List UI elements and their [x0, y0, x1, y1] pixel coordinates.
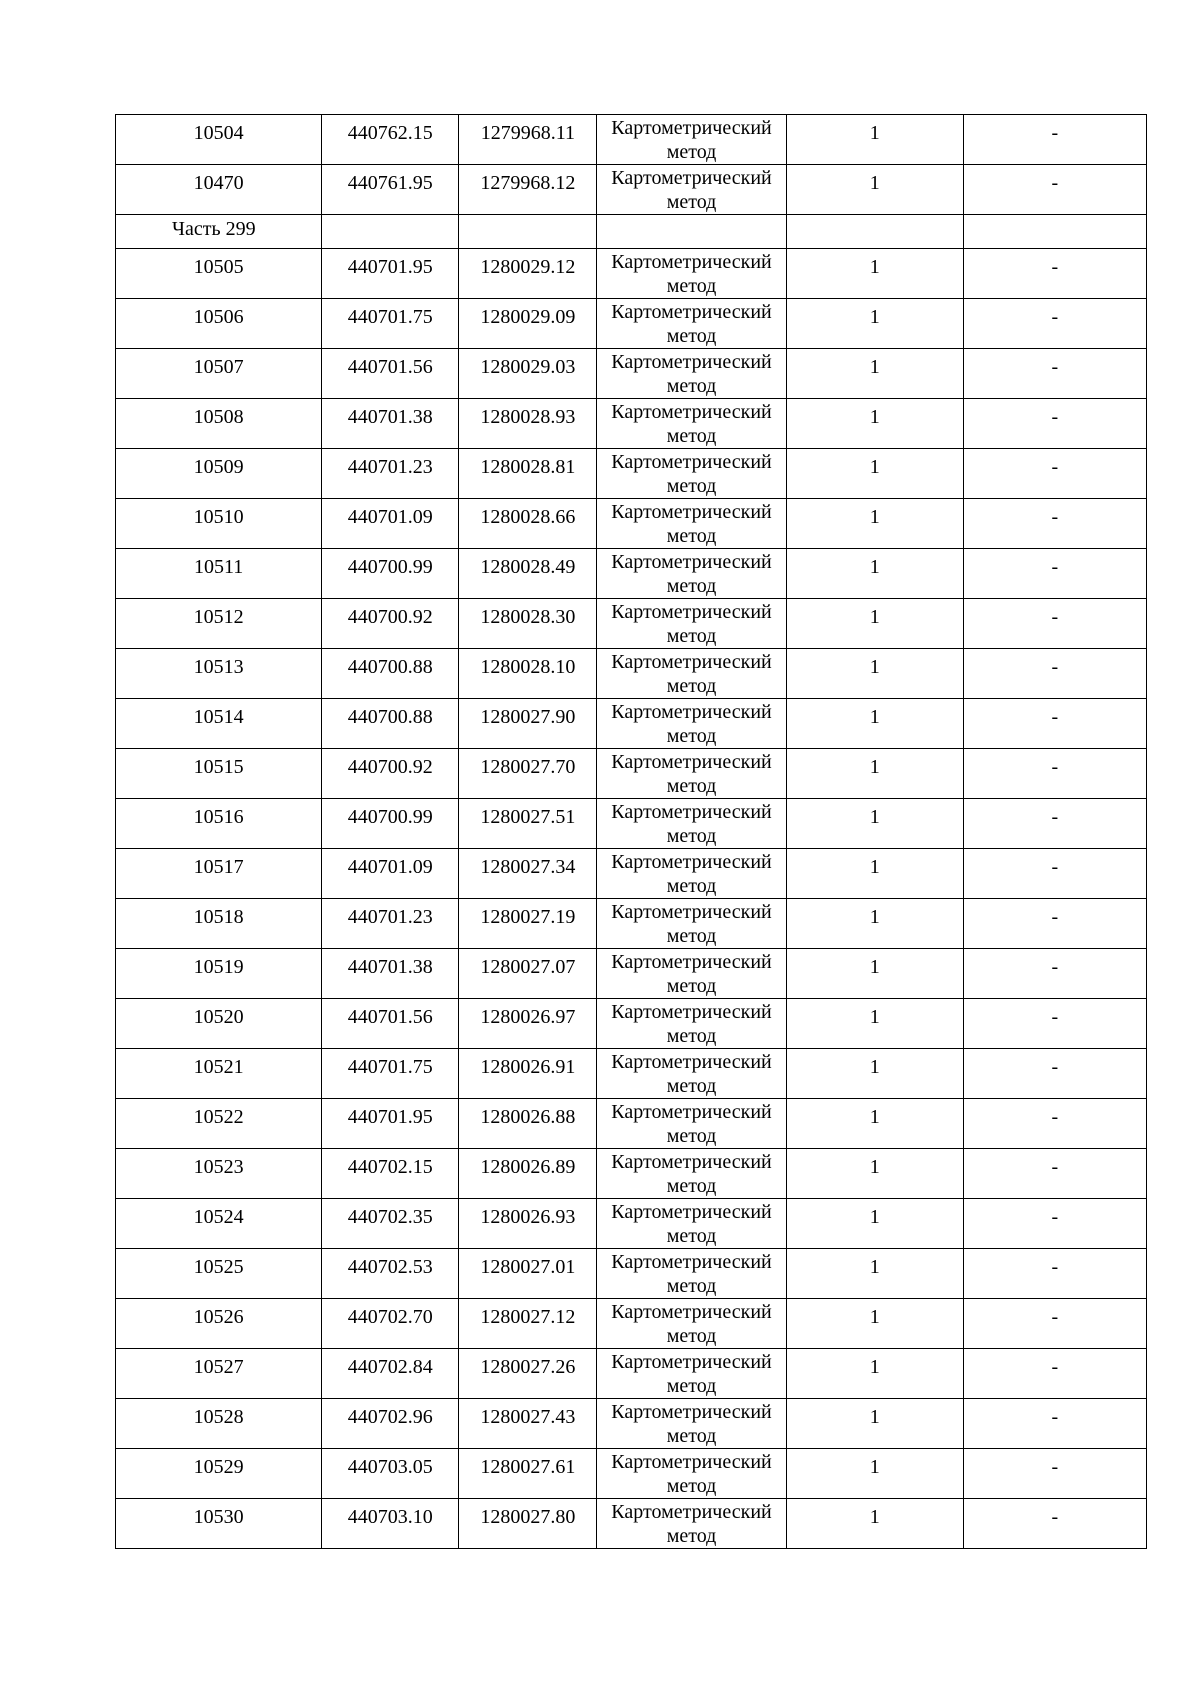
method-line-1: Картометрический — [611, 1451, 772, 1473]
x-coordinate-cell: 440701.56 — [322, 999, 459, 1049]
method-line-1: Картометрический — [611, 1201, 772, 1223]
y-coordinate-cell: 1280028.10 — [459, 649, 597, 699]
method-cell — [597, 1449, 786, 1499]
method-cell — [597, 399, 786, 449]
accuracy-cell: 1 — [786, 849, 963, 899]
y-coordinate-cell: 1280028.30 — [459, 599, 597, 649]
x-coordinate-cell: 440701.56 — [322, 349, 459, 399]
method-line-1: Картометрический — [611, 1051, 772, 1073]
point-id-cell: 10512 — [116, 599, 322, 649]
note-cell: - — [963, 749, 1146, 799]
method-cell — [597, 115, 786, 165]
coordinates-table-body — [116, 115, 1147, 1549]
accuracy-cell: 1 — [786, 115, 963, 165]
table-row — [116, 1499, 1147, 1549]
point-id-cell: 10509 — [116, 449, 322, 499]
x-coordinate-cell: 440701.38 — [322, 949, 459, 999]
point-id-cell: 10522 — [116, 1099, 322, 1149]
method-line-2: метод — [666, 875, 717, 897]
accuracy-cell: 1 — [786, 399, 963, 449]
y-coordinate-cell: 1280029.12 — [459, 249, 597, 299]
y-coordinate-cell: 1280027.34 — [459, 849, 597, 899]
method-cell — [597, 1049, 786, 1099]
method-line-1: Картометрический — [611, 801, 772, 823]
note-cell: - — [963, 1149, 1146, 1199]
y-coordinate-cell: 1280026.93 — [459, 1199, 597, 1249]
point-id-cell: 10504 — [116, 115, 322, 165]
note-cell: - — [963, 399, 1146, 449]
accuracy-cell: 1 — [786, 599, 963, 649]
point-id-cell: 10518 — [116, 899, 322, 949]
y-coordinate-cell: 1280027.51 — [459, 799, 597, 849]
method-line-2: метод — [666, 575, 717, 597]
table-row — [116, 499, 1147, 549]
note-cell: - — [963, 1049, 1146, 1099]
y-coordinate-cell: 1280028.81 — [459, 449, 597, 499]
table-row — [116, 1049, 1147, 1099]
x-coordinate-cell: 440761.95 — [322, 165, 459, 215]
note-cell: - — [963, 499, 1146, 549]
table-row — [116, 799, 1147, 849]
x-coordinate-cell: 440701.75 — [322, 299, 459, 349]
table-row — [116, 1449, 1147, 1499]
note-cell: - — [963, 649, 1146, 699]
accuracy-cell: 1 — [786, 1049, 963, 1099]
method-cell — [597, 749, 786, 799]
table-row — [116, 115, 1147, 165]
note-cell: - — [963, 1249, 1146, 1299]
y-coordinate-cell: 1279968.11 — [459, 115, 597, 165]
x-coordinate-cell: 440701.09 — [322, 849, 459, 899]
point-id-cell: 10470 — [116, 165, 322, 215]
method-line-2: метод — [666, 1225, 717, 1247]
accuracy-cell: 1 — [786, 899, 963, 949]
x-coordinate-cell: 440702.70 — [322, 1299, 459, 1349]
method-line-1: Картометрический — [611, 117, 772, 139]
method-cell — [597, 1399, 786, 1449]
table-row — [116, 1099, 1147, 1149]
table-row — [116, 849, 1147, 899]
accuracy-cell: 1 — [786, 999, 963, 1049]
method-line-1: Картометрический — [611, 351, 772, 373]
note-cell: - — [963, 449, 1146, 499]
method-line-2: метод — [666, 325, 717, 347]
point-id-cell: 10506 — [116, 299, 322, 349]
point-id-cell: 10507 — [116, 349, 322, 399]
method-line-2: метод — [666, 1325, 717, 1347]
method-line-2: метод — [666, 725, 717, 747]
x-coordinate-cell: 440762.15 — [322, 115, 459, 165]
x-coordinate-cell: 440700.88 — [322, 649, 459, 699]
method-line-2: метод — [666, 625, 717, 647]
table-row — [116, 699, 1147, 749]
method-line-2: метод — [666, 275, 717, 297]
point-id-cell: 10520 — [116, 999, 322, 1049]
method-line-2: метод — [666, 1525, 717, 1547]
y-coordinate-cell: 1280027.19 — [459, 899, 597, 949]
method-line-2: метод — [666, 1275, 717, 1297]
point-id-cell: 10510 — [116, 499, 322, 549]
method-line-2: метод — [666, 375, 717, 397]
point-id-cell: 10516 — [116, 799, 322, 849]
method-cell — [597, 349, 786, 399]
method-cell — [597, 249, 786, 299]
note-cell: - — [963, 1099, 1146, 1149]
coordinates-table — [115, 114, 1147, 1549]
method-cell — [597, 1299, 786, 1349]
method-line-1: Картометрический — [611, 551, 772, 573]
accuracy-cell: 1 — [786, 749, 963, 799]
note-cell: - — [963, 899, 1146, 949]
y-coordinate-cell: 1280029.03 — [459, 349, 597, 399]
accuracy-cell: 1 — [786, 1099, 963, 1149]
table-row — [116, 399, 1147, 449]
method-line-2: метод — [666, 975, 717, 997]
y-coordinate-cell: 1280026.88 — [459, 1099, 597, 1149]
point-id-cell: 10517 — [116, 849, 322, 899]
method-line-1: Картометрический — [611, 301, 772, 323]
method-line-2: метод — [666, 1025, 717, 1047]
point-id-cell: 10524 — [116, 1199, 322, 1249]
accuracy-cell: 1 — [786, 699, 963, 749]
method-line-1: Картометрический — [611, 601, 772, 623]
table-row — [116, 349, 1147, 399]
part-row — [116, 215, 1147, 249]
y-coordinate-cell: 1280027.26 — [459, 1349, 597, 1399]
accuracy-cell: 1 — [786, 1399, 963, 1449]
point-id-cell: 10527 — [116, 1349, 322, 1399]
method-cell — [597, 949, 786, 999]
accuracy-cell: 1 — [786, 1249, 963, 1299]
empty-cell — [597, 215, 786, 249]
x-coordinate-cell: 440700.92 — [322, 599, 459, 649]
document-page — [115, 114, 1147, 1549]
y-coordinate-cell: 1280027.07 — [459, 949, 597, 999]
table-row — [116, 949, 1147, 999]
table-row — [116, 999, 1147, 1049]
y-coordinate-cell: 1280027.01 — [459, 1249, 597, 1299]
note-cell: - — [963, 1449, 1146, 1499]
x-coordinate-cell: 440702.35 — [322, 1199, 459, 1249]
table-row — [116, 299, 1147, 349]
note-cell: - — [963, 249, 1146, 299]
point-id-cell: 10530 — [116, 1499, 322, 1549]
y-coordinate-cell: 1280027.90 — [459, 699, 597, 749]
method-cell — [597, 299, 786, 349]
table-row — [116, 449, 1147, 499]
method-line-2: метод — [666, 825, 717, 847]
method-line-1: Картометрический — [611, 751, 772, 773]
accuracy-cell: 1 — [786, 1349, 963, 1399]
accuracy-cell: 1 — [786, 649, 963, 699]
table-row — [116, 1149, 1147, 1199]
note-cell: - — [963, 165, 1146, 215]
note-cell: - — [963, 849, 1146, 899]
point-id-cell: 10508 — [116, 399, 322, 449]
table-row — [116, 549, 1147, 599]
accuracy-cell: 1 — [786, 1199, 963, 1249]
method-line-1: Картометрический — [611, 951, 772, 973]
method-line-1: Картометрический — [611, 851, 772, 873]
y-coordinate-cell: 1280028.93 — [459, 399, 597, 449]
method-line-1: Картометрический — [611, 1301, 772, 1323]
point-id-cell: 10521 — [116, 1049, 322, 1099]
table-row — [116, 1299, 1147, 1349]
table-row — [116, 649, 1147, 699]
accuracy-cell: 1 — [786, 1499, 963, 1549]
point-id-cell: 10525 — [116, 1249, 322, 1299]
point-id-cell: 10515 — [116, 749, 322, 799]
empty-cell — [459, 215, 597, 249]
method-line-2: метод — [666, 1475, 717, 1497]
x-coordinate-cell: 440701.95 — [322, 249, 459, 299]
method-line-1: Картометрический — [611, 701, 772, 723]
x-coordinate-cell: 440702.84 — [322, 1349, 459, 1399]
x-coordinate-cell: 440703.10 — [322, 1499, 459, 1549]
accuracy-cell: 1 — [786, 349, 963, 399]
method-cell — [597, 1199, 786, 1249]
method-line-2: метод — [666, 475, 717, 497]
method-cell — [597, 999, 786, 1049]
y-coordinate-cell: 1280028.49 — [459, 549, 597, 599]
accuracy-cell: 1 — [786, 449, 963, 499]
method-line-2: метод — [666, 1075, 717, 1097]
note-cell: - — [963, 599, 1146, 649]
method-line-1: Картометрический — [611, 1251, 772, 1273]
table-row — [116, 749, 1147, 799]
part-label: Часть 299 — [116, 215, 322, 249]
note-cell: - — [963, 1399, 1146, 1449]
note-cell: - — [963, 1349, 1146, 1399]
note-cell: - — [963, 349, 1146, 399]
method-line-2: метод — [666, 1375, 717, 1397]
table-row — [116, 249, 1147, 299]
table-row — [116, 1349, 1147, 1399]
point-id-cell: 10519 — [116, 949, 322, 999]
accuracy-cell: 1 — [786, 799, 963, 849]
method-line-2: метод — [666, 1125, 717, 1147]
x-coordinate-cell: 440701.38 — [322, 399, 459, 449]
method-line-1: Картометрический — [611, 1101, 772, 1123]
method-line-2: метод — [666, 1425, 717, 1447]
point-id-cell: 10513 — [116, 649, 322, 699]
method-line-2: метод — [666, 191, 717, 213]
note-cell: - — [963, 799, 1146, 849]
table-row — [116, 599, 1147, 649]
note-cell: - — [963, 1199, 1146, 1249]
x-coordinate-cell: 440701.75 — [322, 1049, 459, 1099]
method-cell — [597, 165, 786, 215]
accuracy-cell: 1 — [786, 549, 963, 599]
x-coordinate-cell: 440701.23 — [322, 899, 459, 949]
method-line-2: метод — [666, 675, 717, 697]
table-row — [116, 899, 1147, 949]
method-line-1: Картометрический — [611, 1501, 772, 1523]
method-line-2: метод — [666, 425, 717, 447]
method-line-1: Картометрический — [611, 1001, 772, 1023]
method-line-2: метод — [666, 525, 717, 547]
y-coordinate-cell: 1280027.12 — [459, 1299, 597, 1349]
point-id-cell: 10529 — [116, 1449, 322, 1499]
y-coordinate-cell: 1280027.43 — [459, 1399, 597, 1449]
y-coordinate-cell: 1280026.91 — [459, 1049, 597, 1099]
point-id-cell: 10526 — [116, 1299, 322, 1349]
point-id-cell: 10505 — [116, 249, 322, 299]
empty-cell — [322, 215, 459, 249]
accuracy-cell: 1 — [786, 249, 963, 299]
method-line-1: Картометрический — [611, 1151, 772, 1173]
note-cell: - — [963, 115, 1146, 165]
table-row — [116, 1199, 1147, 1249]
method-line-2: метод — [666, 141, 717, 163]
x-coordinate-cell: 440703.05 — [322, 1449, 459, 1499]
method-cell — [597, 549, 786, 599]
y-coordinate-cell: 1280027.61 — [459, 1449, 597, 1499]
method-cell — [597, 1149, 786, 1199]
accuracy-cell: 1 — [786, 1149, 963, 1199]
note-cell: - — [963, 1299, 1146, 1349]
point-id-cell: 10528 — [116, 1399, 322, 1449]
method-line-2: метод — [666, 1175, 717, 1197]
y-coordinate-cell: 1280027.70 — [459, 749, 597, 799]
point-id-cell: 10511 — [116, 549, 322, 599]
table-row — [116, 165, 1147, 215]
method-line-1: Картометрический — [611, 651, 772, 673]
method-cell — [597, 1349, 786, 1399]
method-line-2: метод — [666, 925, 717, 947]
method-line-1: Картометрический — [611, 1351, 772, 1373]
method-cell — [597, 899, 786, 949]
empty-cell — [963, 215, 1146, 249]
method-cell — [597, 599, 786, 649]
method-cell — [597, 699, 786, 749]
method-line-1: Картометрический — [611, 167, 772, 189]
note-cell: - — [963, 1499, 1146, 1549]
x-coordinate-cell: 440702.15 — [322, 1149, 459, 1199]
method-line-1: Картометрический — [611, 901, 772, 923]
method-cell — [597, 1099, 786, 1149]
x-coordinate-cell: 440700.92 — [322, 749, 459, 799]
x-coordinate-cell: 440702.96 — [322, 1399, 459, 1449]
point-id-cell: 10514 — [116, 699, 322, 749]
x-coordinate-cell: 440701.09 — [322, 499, 459, 549]
note-cell: - — [963, 299, 1146, 349]
method-cell — [597, 799, 786, 849]
accuracy-cell: 1 — [786, 949, 963, 999]
note-cell: - — [963, 949, 1146, 999]
method-cell — [597, 649, 786, 699]
accuracy-cell: 1 — [786, 499, 963, 549]
y-coordinate-cell: 1279968.12 — [459, 165, 597, 215]
x-coordinate-cell: 440702.53 — [322, 1249, 459, 1299]
x-coordinate-cell: 440701.95 — [322, 1099, 459, 1149]
method-line-1: Картометрический — [611, 1401, 772, 1423]
method-line-1: Картометрический — [611, 501, 772, 523]
note-cell: - — [963, 549, 1146, 599]
accuracy-cell: 1 — [786, 165, 963, 215]
y-coordinate-cell: 1280027.80 — [459, 1499, 597, 1549]
x-coordinate-cell: 440700.99 — [322, 799, 459, 849]
method-line-1: Картометрический — [611, 451, 772, 473]
method-cell — [597, 1499, 786, 1549]
point-id-cell: 10523 — [116, 1149, 322, 1199]
note-cell: - — [963, 699, 1146, 749]
table-row — [116, 1249, 1147, 1299]
accuracy-cell: 1 — [786, 299, 963, 349]
y-coordinate-cell: 1280026.89 — [459, 1149, 597, 1199]
note-cell: - — [963, 999, 1146, 1049]
y-coordinate-cell: 1280026.97 — [459, 999, 597, 1049]
x-coordinate-cell: 440700.88 — [322, 699, 459, 749]
method-cell — [597, 499, 786, 549]
accuracy-cell: 1 — [786, 1299, 963, 1349]
empty-cell — [786, 215, 963, 249]
method-line-1: Картометрический — [611, 251, 772, 273]
accuracy-cell: 1 — [786, 1449, 963, 1499]
method-cell — [597, 449, 786, 499]
x-coordinate-cell: 440700.99 — [322, 549, 459, 599]
y-coordinate-cell: 1280028.66 — [459, 499, 597, 549]
method-cell — [597, 1249, 786, 1299]
method-line-2: метод — [666, 775, 717, 797]
x-coordinate-cell: 440701.23 — [322, 449, 459, 499]
table-row — [116, 1399, 1147, 1449]
y-coordinate-cell: 1280029.09 — [459, 299, 597, 349]
method-line-1: Картометрический — [611, 401, 772, 423]
method-cell — [597, 849, 786, 899]
